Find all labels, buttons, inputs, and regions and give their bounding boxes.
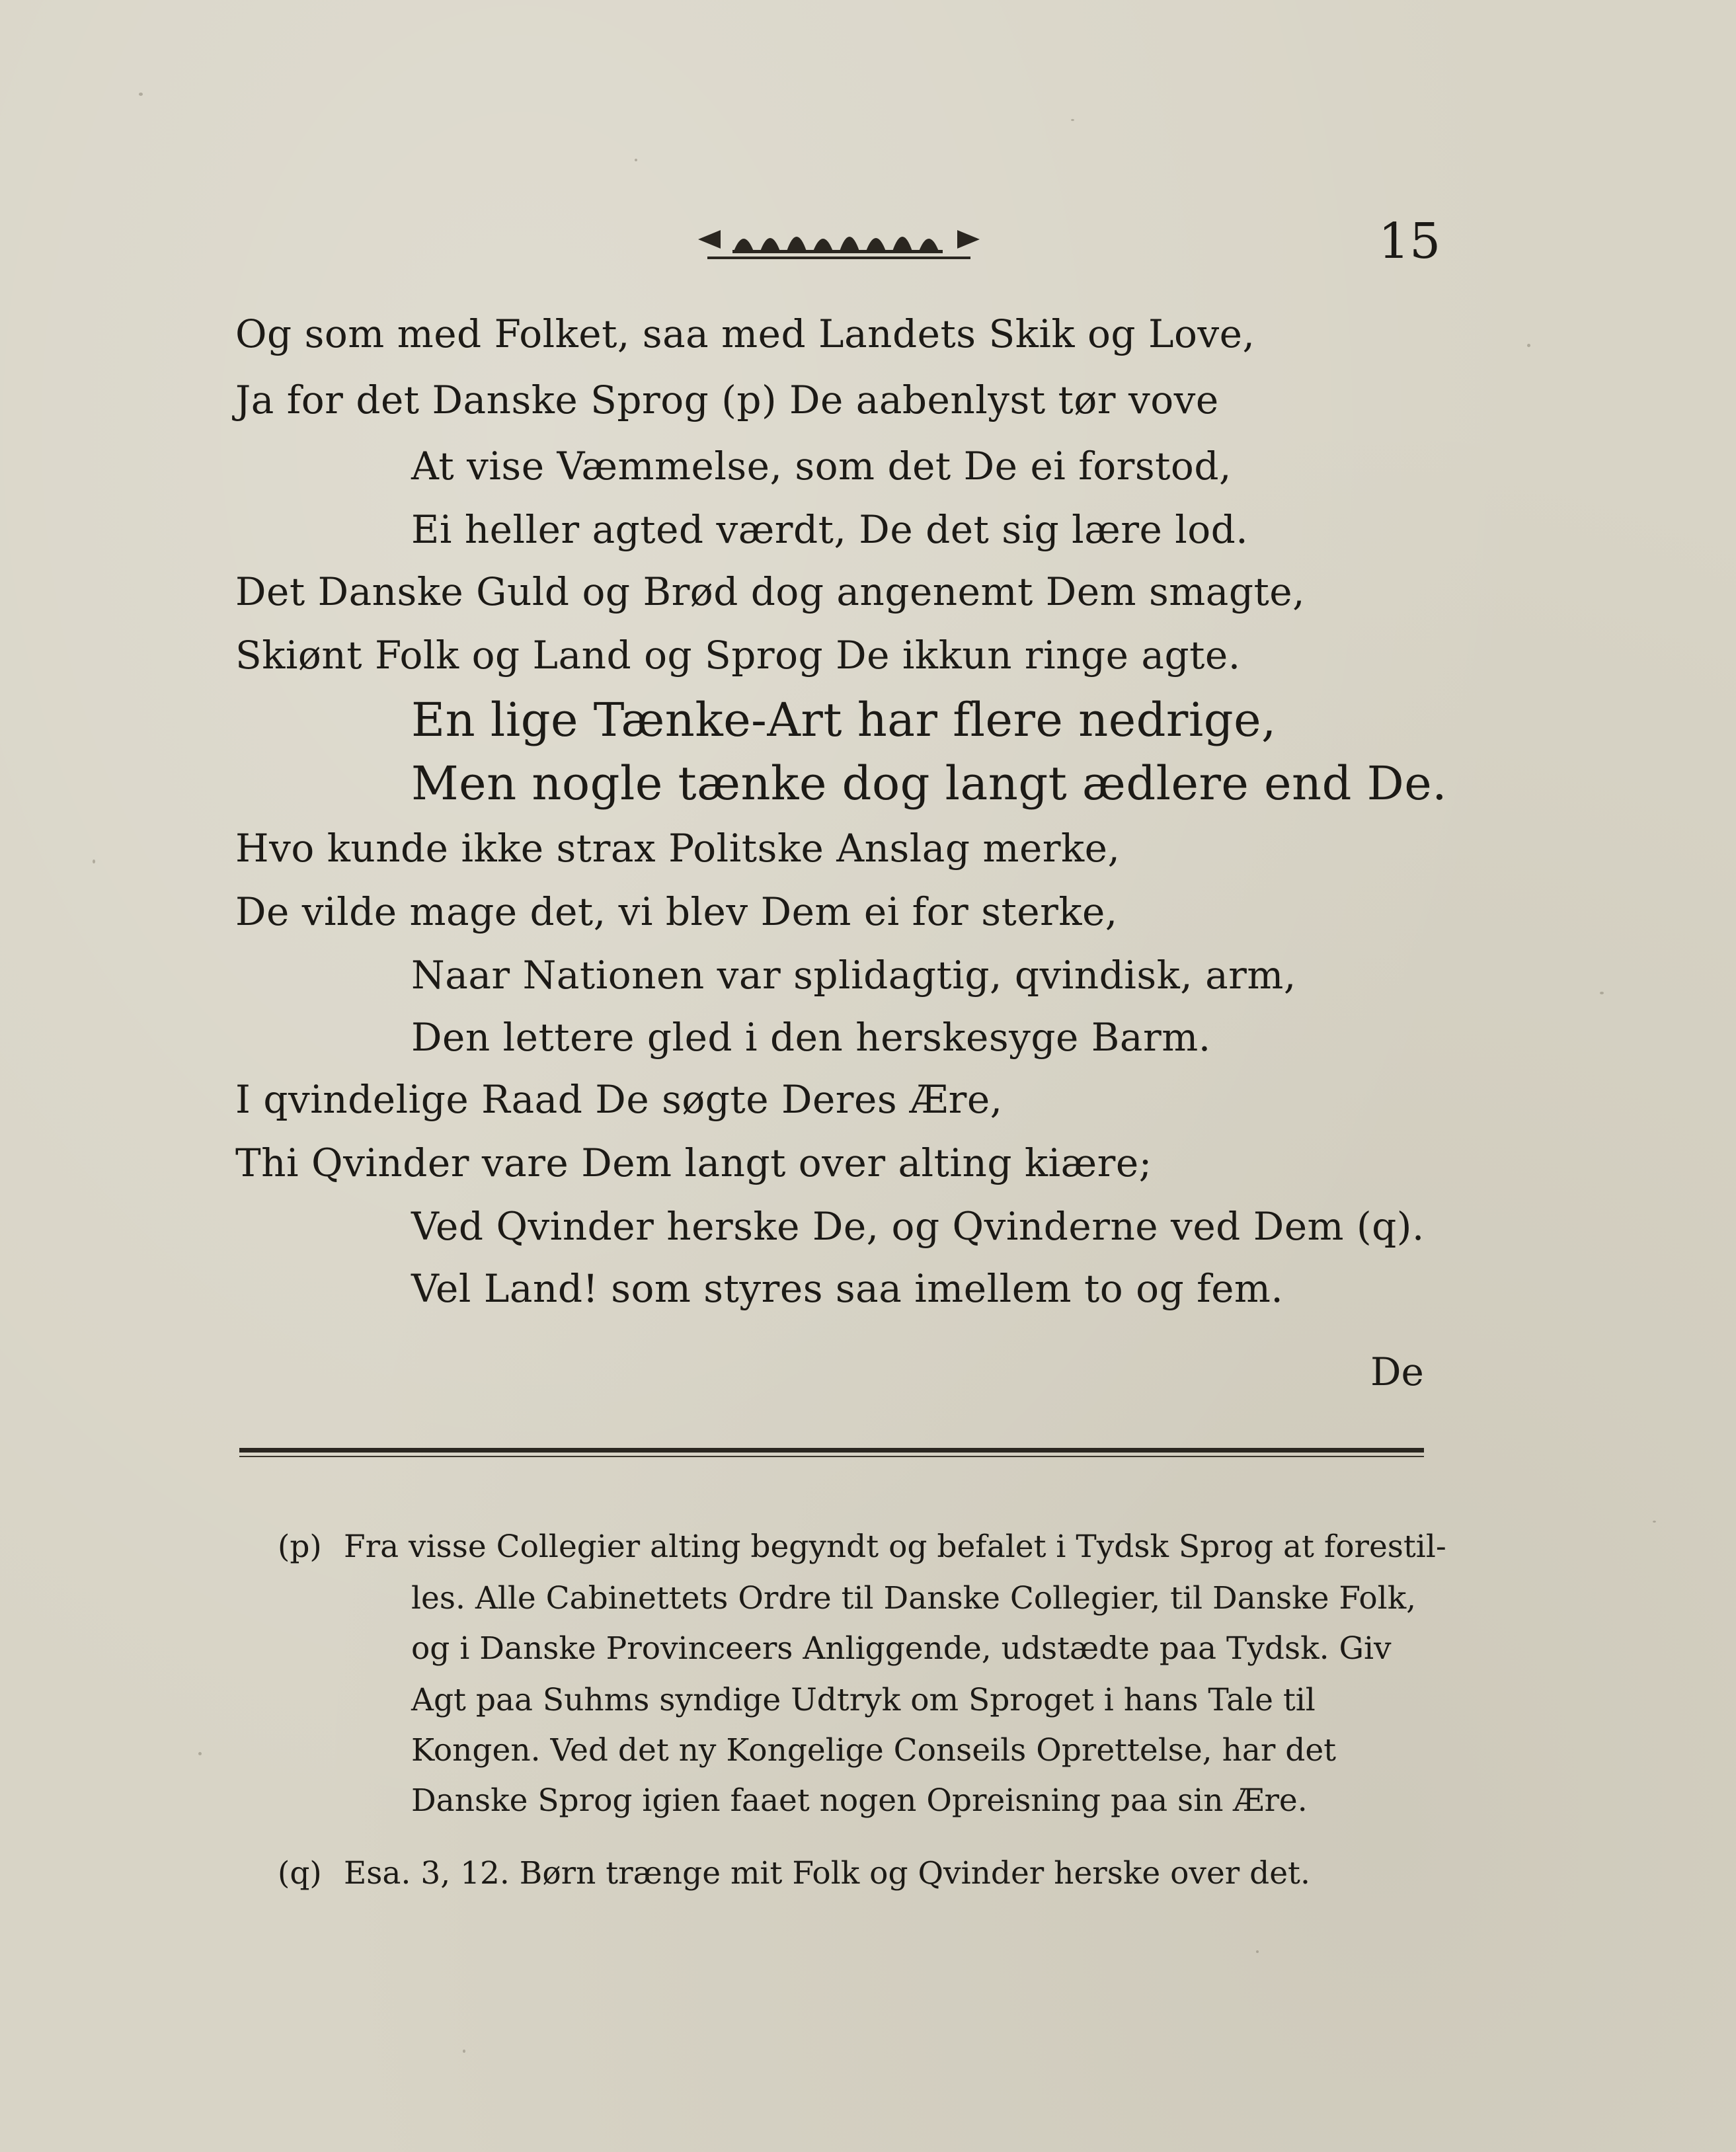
paper-speck	[1527, 344, 1530, 347]
poem-line: De vilde mage det, vi blev Dem ei for sterke,	[235, 889, 1118, 934]
poem-line: Vel Land! som styres saa imellem to og fem.	[411, 1266, 1284, 1311]
poem-line: Ja for det Danske Sprog (p) De aabenlyst tør vove	[235, 378, 1219, 422]
footnote-q-mark: (q)	[278, 1855, 322, 1892]
paper-speck	[139, 93, 143, 96]
paper-speck	[635, 159, 637, 161]
poem-line: Skiønt Folk og Land og Sprog De ikkun ringe agte.	[235, 633, 1241, 678]
footnote-p-line: Agt paa Suhms syndige Udtryk om Sproget i hans Tale til	[411, 1682, 1316, 1718]
paper-speck	[93, 859, 95, 863]
footnote-rule-thin	[239, 1456, 1424, 1457]
poem-line: Det Danske Guld og Brød dog angenemt Dem smagte,	[235, 569, 1306, 614]
poem-line: Men nogle tænke dog langt ædlere end De.	[411, 756, 1447, 811]
poem-line: At vise Væmmelse, som det De ei forstod,	[411, 444, 1232, 489]
poem-line: Ei heller agted værdt, De det sig lære lod.	[411, 507, 1249, 552]
footnote-p-line: Kongen. Ved det ny Kongelige Conseils Oprettelse, har det	[411, 1732, 1337, 1769]
paper-speck	[1071, 119, 1074, 121]
poem-line: Ved Qvinder herske De, og Qvinderne ved Dem (q).	[411, 1204, 1425, 1249]
paper-speck	[1256, 1950, 1259, 1953]
paper-speck	[463, 2050, 465, 2053]
poem-line: Hvo kunde ikke strax Politske Anslag merke,	[235, 826, 1121, 871]
footnote-p-line: Fra visse Collegier alting begyndt og befalet i Tydsk Sprog at forestil-	[344, 1529, 1446, 1565]
footnote-q-line: Esa. 3, 12. Børn trænge mit Folk og Qvinder herske over det.	[344, 1855, 1310, 1892]
poem-line: Naar Nationen var splidagtig, qvindisk, arm,	[411, 953, 1296, 998]
paper-speck	[1653, 1521, 1656, 1523]
poem-line: En lige Tænke-Art har flere nedrige,	[411, 693, 1277, 747]
footnote-p-mark: (p)	[278, 1529, 322, 1565]
page-number: 15	[1378, 213, 1441, 270]
header-ornament	[694, 213, 984, 266]
paper-speck	[1600, 992, 1604, 994]
footnote-p-line: les. Alle Cabinettets Ordre til Danske Collegier, til Danske Folk,	[411, 1580, 1417, 1616]
poem-line: Thi Qvinder vare Dem langt over alting kiære;	[235, 1140, 1152, 1185]
footnote-p-line: og i Danske Provinceers Anliggende, udstædte paa Tydsk. Giv	[411, 1630, 1392, 1667]
poem-line: Den lettere gled i den herskesyge Barm.	[411, 1015, 1211, 1060]
footnote-rule	[239, 1448, 1424, 1453]
poem-line: Og som med Folket, saa med Landets Skik og Love,	[235, 311, 1255, 356]
footnote-p-line: Danske Sprog igien faaet nogen Opreisning paa sin Ære.	[411, 1782, 1308, 1819]
catchword: De	[1370, 1349, 1424, 1394]
paper-speck	[198, 1752, 202, 1755]
poem-line: I qvindelige Raad De søgte Deres Ære,	[235, 1077, 1003, 1122]
